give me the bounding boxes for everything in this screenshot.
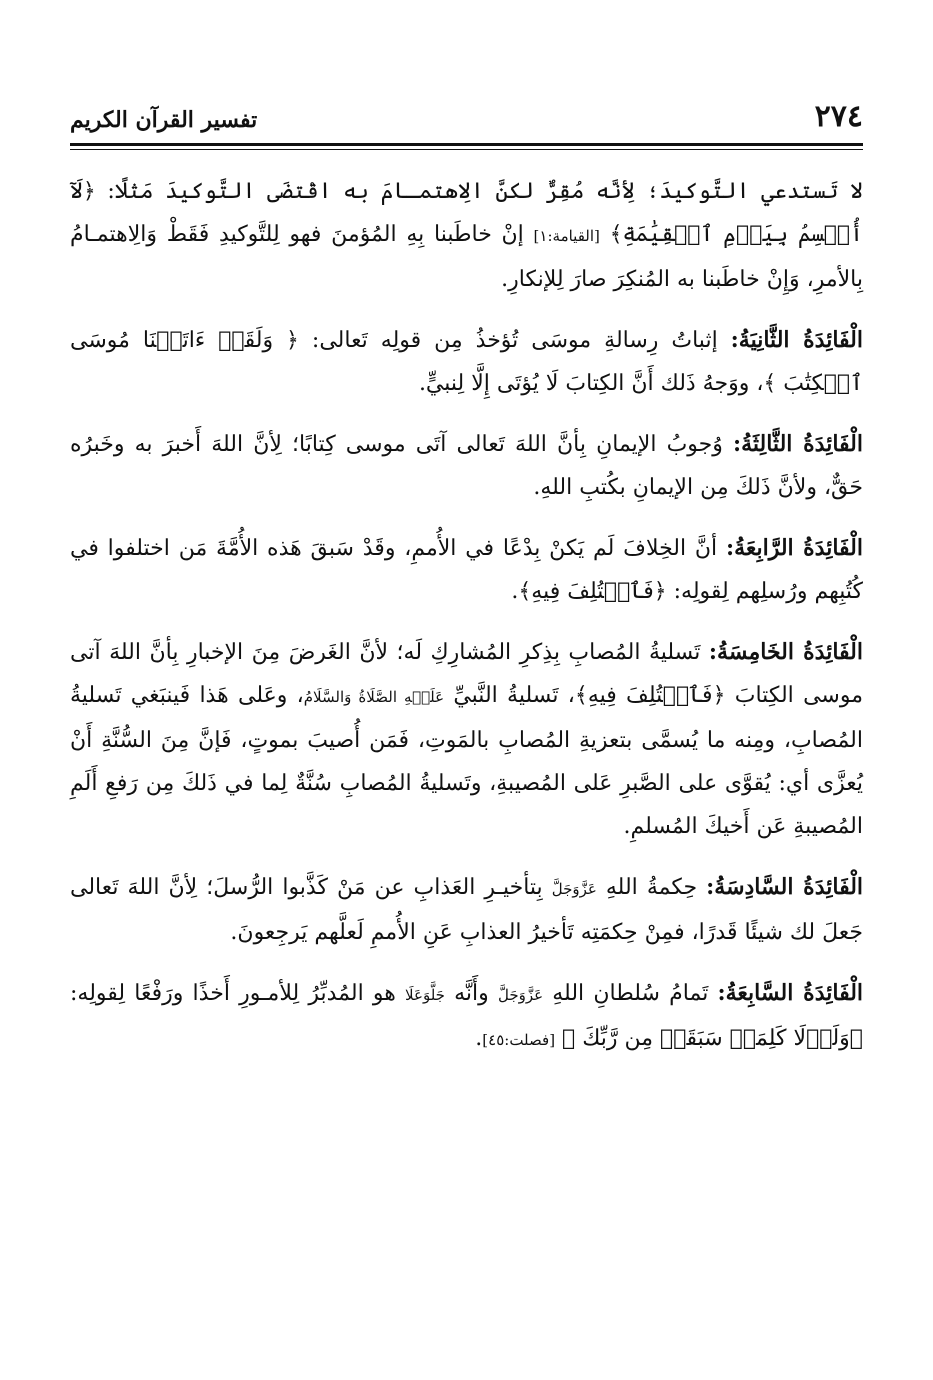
paragraph-3: [70, 423, 863, 509]
paragraph-text: وُجوبُ الإيمانِ بِأنَّ اللهَ تَعالى آتَى موسى كِتابًا؛ لِأنَّ اللهَ أَخبرَ به وخَبرُه حَقٌّ، ولأنَّ ذَلكَ مِن الإيمانِ بكُتبِ اللهِ.: [70, 432, 863, 500]
quran-verse: ﴿ وَلَقَدۡ ءَاتَيۡنَا مُوسَى ٱلۡكِتَٰبَ ﴾: [70, 328, 863, 396]
paragraph-text: بِتأخيـرِ العَذابِ عن مَنْ كَذَّبوا الرُّسلَ؛ لِأنَّ اللهَ تَعالى جَعلَ لك شيئًا قَدرًا، فمِنْ حِكمَتِه تَأخيرُ العذابِ عَنِ الأُممِ لَعلَّهم يَرجِعونَ.: [70, 875, 863, 945]
paragraph-5: [70, 631, 863, 848]
paragraph-text: .: [475, 1026, 483, 1051]
benefit-heading: الْفَائِدَةُ السَّادِسَةُ:: [706, 874, 864, 900]
paragraph-text: هو المُدبِّرُ لِلأمـورِ أَخذًا ورَفْعًا لِقولِه:: [70, 981, 406, 1006]
paragraph-text: تَمامُ سُلطانِ اللهِ: [543, 981, 718, 1006]
honorific: عَلَيۡهِ الصَّلَاةُ وَالسَّلَامُ: [303, 688, 445, 706]
benefit-heading: الْفَائِدَةُ الثَّانِيَةُ:: [730, 327, 863, 353]
quran-verse: ﴿وَلَوۡلَا كَلِمَةٞ سَبَقَتۡ مِن رَّبِّكَ ﴾: [562, 1026, 863, 1051]
benefit-heading: الْفَائِدَةُ الثَّالِثَةُ:: [732, 431, 863, 457]
paragraph-text: ، وعَلى هَذا فَينبَغي تَسليةُ المُصابِ، ومِنه ما يُسمَّى بتعزيةِ المُصابِ بالمَوتِ، فَمَن أُصيبَ بموتٍ، فَإنَّ مِنَ السُّنَّةِ أَنْ يُعزَّى أي: يُقوَّى على الصَّبرِ عَلى المُصيبةِ، وتَسليةُ المُصابِ سُنَّةٌ لِما في ذَلكَ مِن رَفعِ أَلَمِ المُصيبةِ عَن أَخيكَ المُسلمِ.: [70, 683, 863, 839]
paragraph-4: [70, 527, 863, 613]
honorific: عَزَّوَجَلَّ: [497, 986, 544, 1004]
paragraph-text: ، ووَجهُ ذَلك أَنَّ الكِتابَ لَا يُؤتَى إِلَّا لِنبيٍّ.: [418, 371, 764, 396]
paragraph-text: لا تَستدعي التَّوكيدَ؛ لِأنَّه مُقِرٌّ لكنَّ الِاهتمـامَ به اقْتضَى التَّوكيدَ مَثلًا:: [95, 179, 863, 204]
paragraph-text: ، تَسليةُ النَّبيِّ: [444, 683, 575, 708]
book-title: تفسير القرآن الكريم: [70, 107, 258, 133]
paragraph-2: [70, 319, 863, 405]
page-number: ٢٧٤: [814, 99, 863, 134]
quran-verse: ﴿لَآ أُقۡسِمُ بِيَوۡمِ ٱلۡقِيَٰمَةِ﴾: [70, 179, 864, 247]
paragraph-7: [70, 972, 863, 1062]
paragraph-6: [70, 866, 863, 954]
paragraph-text: تَسليةُ المُصابِ بِذِكرِ المُشارِكِ لَه؛ لأنَّ الغَرضَ مِنَ الإخبارِ بِأنَّ اللهَ آتى موسى الكِتابَ: [70, 640, 863, 708]
quran-verse: ﴿فَٱخۡتُلِفَ فِيهِ﴾: [518, 579, 667, 604]
honorific: جَلَّوَعَلَا: [405, 986, 445, 1004]
benefit-heading: الْفَائِدَةُ الرَّابِعَةُ:: [725, 535, 863, 561]
paragraph-text: وأَنَّه: [444, 981, 498, 1006]
benefit-heading: الْفَائِدَةُ الخَامِسَةُ:: [708, 639, 863, 665]
verse-reference: [القيامة:١]: [533, 227, 600, 245]
paragraph-text: إثباتُ رِسالةِ موسَى تُؤخذُ مِن قولِه تَعالى:: [298, 328, 731, 353]
honorific: عَزَّوَجَلَّ: [551, 880, 597, 898]
page-body: [70, 170, 863, 1080]
header-divider: [70, 143, 863, 149]
verse-reference: [فصلت:٤٥]: [482, 1031, 556, 1049]
paragraph-text: أنَّ الخِلافَ لَم يَكنْ بِدْعًا في الأُممِ، وقَدْ سَبقَ هَذه الأُمَّةَ مَن اختلفوا في كُتُبِهم ورُسلِهم لِقولِه:: [70, 536, 863, 604]
paragraph-text: إنْ خاطَبنا بِهِ المُؤمنَ فهو لِلتَّوكيدِ فَقَطْ وَالِاهتمـامُ بِالأمرِ، وَإِنْ خاطَبنا به المُنكِرَ صارَ لِلإنكارِ.: [70, 222, 863, 292]
quran-verse: ﴿فَٱخۡتُلِفَ فِيهِ﴾: [574, 683, 726, 708]
paragraph-1: [70, 170, 863, 301]
page-header: [70, 100, 863, 140]
paragraph-text: .: [511, 579, 519, 604]
benefit-heading: الْفَائِدَةُ السَّابِعَةُ:: [717, 980, 864, 1006]
paragraph-text: حِكمةُ اللهِ: [596, 875, 707, 900]
